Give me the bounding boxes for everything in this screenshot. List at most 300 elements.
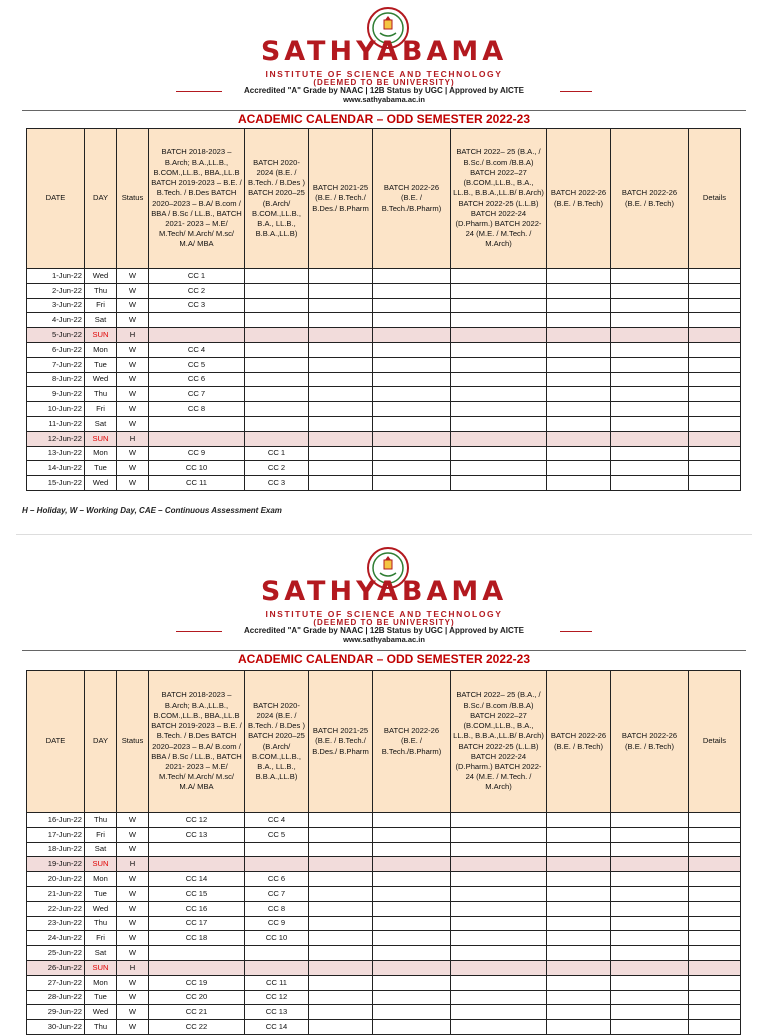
cell-date: 12-Jun-22 [27,431,85,446]
cell-empty [547,946,611,961]
cell-batch-2020-2024 [245,298,309,313]
cell-empty [451,931,547,946]
table-row [27,857,741,872]
cell-batch-2020-2024: CC 9 [245,916,309,931]
cell-day: Fri [85,827,117,842]
header-batch-2022-26-a: BATCH 2022-26 (B.E. / B.Tech) [547,129,611,269]
cell-batch-2018-2023: CC 12 [149,813,245,828]
cell-status: H [117,960,149,975]
cell-empty [309,901,373,916]
cell-empty [547,298,611,313]
cell-empty [547,1020,611,1035]
cell-batch-2018-2023: CC 14 [149,872,245,887]
table-row [27,946,741,961]
cell-empty [309,813,373,828]
institution-line1: INSTITUTE OF SCIENCE AND TECHNOLOGY [265,609,503,619]
cell-status: W [117,446,149,461]
cell-day: Mon [85,342,117,357]
cell-date: 25-Jun-22 [27,946,85,961]
institution-line2: (DEEMED TO BE UNIVERSITY) [313,78,455,87]
header-batch-2022-26-pharm: BATCH 2022-26 (B.E. / B.Tech./B.Pharm) [373,671,451,813]
cell-empty [309,283,373,298]
cell-empty [547,886,611,901]
cell-empty [611,313,689,328]
cell-empty [373,476,451,491]
table-row [27,813,741,828]
header-day: DAY [85,129,117,269]
cell-empty [547,916,611,931]
cell-empty [309,342,373,357]
page-separator [16,534,752,535]
cell-empty [547,901,611,916]
cell-batch-2018-2023 [149,946,245,961]
table-row [27,328,741,343]
table-row [27,990,741,1005]
cell-batch-2018-2023: CC 9 [149,446,245,461]
cell-date: 22-Jun-22 [27,901,85,916]
cell-empty [451,842,547,857]
cell-day: Sat [85,842,117,857]
cell-day: Wed [85,372,117,387]
cell-date: 5-Jun-22 [27,328,85,343]
cell-empty [547,476,611,491]
cell-date: 15-Jun-22 [27,476,85,491]
cell-batch-2020-2024 [245,269,309,284]
cell-empty [373,446,451,461]
cell-empty [689,901,741,916]
cell-empty [373,342,451,357]
header-date: DATE [27,129,85,269]
cell-batch-2018-2023 [149,857,245,872]
cell-batch-2020-2024: CC 4 [245,813,309,828]
cell-empty [309,886,373,901]
cell-status: W [117,1005,149,1020]
cell-status: W [117,476,149,491]
website-link[interactable]: www.sathyabama.ac.in [343,95,425,104]
table-row [27,372,741,387]
cell-date: 10-Jun-22 [27,402,85,417]
cell-empty [309,960,373,975]
cell-empty [611,357,689,372]
cell-date: 11-Jun-22 [27,416,85,431]
cell-empty [689,1005,741,1020]
cell-empty [611,813,689,828]
cell-day: Wed [85,901,117,916]
cell-empty [547,269,611,284]
cell-batch-2020-2024 [245,357,309,372]
cell-batch-2020-2024: CC 14 [245,1020,309,1035]
cell-date: 1-Jun-22 [27,269,85,284]
cell-batch-2020-2024 [245,328,309,343]
cell-status: W [117,416,149,431]
cell-batch-2018-2023: CC 13 [149,827,245,842]
cell-empty [309,827,373,842]
cell-batch-2020-2024 [245,842,309,857]
header-batch-2022-26-pharm: BATCH 2022-26 (B.E. / B.Tech./B.Pharm) [373,129,451,269]
cell-empty [373,990,451,1005]
cell-empty [611,901,689,916]
cell-batch-2018-2023: CC 19 [149,975,245,990]
cell-empty [309,946,373,961]
cell-batch-2020-2024 [245,342,309,357]
cell-empty [689,476,741,491]
cell-empty [451,990,547,1005]
cell-empty [451,916,547,931]
header-status: Status [117,129,149,269]
cell-empty [547,431,611,446]
cell-batch-2018-2023: CC 1 [149,269,245,284]
cell-batch-2018-2023 [149,960,245,975]
cell-empty [373,827,451,842]
cell-date: 13-Jun-22 [27,446,85,461]
cell-empty [309,416,373,431]
institution-line2: (DEEMED TO BE UNIVERSITY) [313,618,455,627]
cell-batch-2018-2023: CC 20 [149,990,245,1005]
cell-empty [689,827,741,842]
table-row [27,357,741,372]
header-batch-2018-2023: BATCH 2018-2023 – B.Arch; B.A.,LL.B., B.COM.,LL.B., BBA.,LL.B BATCH 2019-2023 – B.E. / B.Tech. / B.Des BATCH 2020–2023 – B.A/ B.com / BBA / B.Sc / LL.B., BATCH 2021- 2023 – M.E/ M.Tech/ M.Arch/ M.sc/ M.A/ MBA [149,129,245,269]
cell-batch-2020-2024: CC 5 [245,827,309,842]
cell-batch-2018-2023 [149,313,245,328]
cell-empty [689,298,741,313]
cell-date: 8-Jun-22 [27,372,85,387]
accreditation-line: Accredited "A" Grade by NAAC | 12B Status by UGC | Approved by AICTE [244,626,524,635]
cell-day: SUN [85,960,117,975]
cell-date: 2-Jun-22 [27,283,85,298]
cell-empty [309,269,373,284]
header-batch-2022-26-b: BATCH 2022-26 (B.E. / B.Tech) [611,671,689,813]
cell-empty [451,431,547,446]
cell-day: Thu [85,387,117,402]
cell-empty [373,431,451,446]
cell-empty [547,416,611,431]
cell-day: Sat [85,946,117,961]
cell-empty [451,357,547,372]
cell-batch-2018-2023: CC 5 [149,357,245,372]
cell-day: Sat [85,313,117,328]
cell-empty [451,901,547,916]
cell-day: Tue [85,886,117,901]
table-row [27,416,741,431]
cell-empty [309,313,373,328]
cell-status: W [117,461,149,476]
cell-empty [689,269,741,284]
cell-empty [611,827,689,842]
cell-empty [451,446,547,461]
calendar-table [26,128,741,491]
table-row [27,931,741,946]
cell-status: H [117,431,149,446]
cell-empty [451,886,547,901]
cell-empty [373,960,451,975]
cell-date: 4-Jun-22 [27,313,85,328]
cell-empty [611,916,689,931]
cell-empty [373,357,451,372]
cell-empty [547,328,611,343]
table-row [27,402,741,417]
cell-empty [451,372,547,387]
table-row [27,886,741,901]
cell-date: 6-Jun-22 [27,342,85,357]
cell-day: Mon [85,975,117,990]
cell-day: SUN [85,328,117,343]
calendar-page-2 [0,540,768,1032]
cell-batch-2018-2023: CC 4 [149,342,245,357]
cell-empty [547,402,611,417]
cell-empty [547,372,611,387]
cell-day: Mon [85,872,117,887]
cell-status: W [117,1020,149,1035]
cell-date: 16-Jun-22 [27,813,85,828]
header-batch-2022-25: BATCH 2022– 25 (B.A., / B.Sc./ B.com /B.B.A) BATCH 2022–27 (B.COM.,LL.B., B.A., LL.B., B.B.A.,LL.B/ B.Arch) BATCH 2022-25 (L.L.B) BATCH 2022-24 (D.Pharm.) BATCH 2022-24 (M.E. / M.Tech. / M.Arch) [451,129,547,269]
cell-batch-2020-2024: CC 7 [245,886,309,901]
table-row [27,916,741,931]
header-divider [22,650,746,651]
table-row [27,431,741,446]
cell-batch-2020-2024: CC 10 [245,931,309,946]
cell-date: 24-Jun-22 [27,931,85,946]
cell-empty [373,931,451,946]
table-row [27,1005,741,1020]
cell-empty [547,931,611,946]
cell-empty [689,946,741,961]
calendar-table [26,670,741,1035]
letterhead [0,540,768,652]
cell-empty [451,269,547,284]
cell-empty [451,1005,547,1020]
cell-empty [611,269,689,284]
calendar-title: ACADEMIC CALENDAR – ODD SEMESTER 2022-23 [237,652,531,666]
cell-empty [611,842,689,857]
cell-batch-2018-2023: CC 16 [149,901,245,916]
cell-empty [451,872,547,887]
cell-day: Tue [85,461,117,476]
cell-empty [309,357,373,372]
cell-status: W [117,975,149,990]
cell-batch-2020-2024 [245,283,309,298]
cell-date: 9-Jun-22 [27,387,85,402]
cell-date: 21-Jun-22 [27,886,85,901]
table-row [27,960,741,975]
cell-empty [309,1005,373,1020]
cell-batch-2018-2023: CC 8 [149,402,245,417]
legend: H – Holiday, W – Working Day, CAE – Continuous Assessment Exam [22,506,282,515]
cell-empty [611,387,689,402]
cell-empty [611,342,689,357]
cell-status: W [117,372,149,387]
cell-day: Fri [85,298,117,313]
cell-empty [309,431,373,446]
cell-empty [689,328,741,343]
cell-empty [689,313,741,328]
table-row [27,283,741,298]
cell-day: Thu [85,283,117,298]
cell-empty [451,946,547,961]
cell-empty [373,975,451,990]
cell-date: 26-Jun-22 [27,960,85,975]
cell-empty [689,975,741,990]
cell-date: 17-Jun-22 [27,827,85,842]
cell-batch-2020-2024: CC 11 [245,975,309,990]
cell-day: Thu [85,813,117,828]
table-row [27,1020,741,1035]
header-status: Status [117,671,149,813]
cell-empty [547,387,611,402]
cell-status: W [117,357,149,372]
cell-batch-2020-2024 [245,946,309,961]
cell-batch-2020-2024 [245,857,309,872]
header-details: Details [689,129,741,269]
cell-day: SUN [85,431,117,446]
cell-empty [689,387,741,402]
cell-empty [689,446,741,461]
cell-batch-2018-2023: CC 18 [149,931,245,946]
cell-day: Thu [85,916,117,931]
cell-empty [611,372,689,387]
cell-status: W [117,872,149,887]
cell-date: 27-Jun-22 [27,975,85,990]
cell-status: W [117,813,149,828]
cell-empty [611,328,689,343]
table-row [27,269,741,284]
header-batch-2021-25: BATCH 2021-25 (B.E. / B.Tech./ B.Des./ B.Pharm [309,129,373,269]
header-batch-2022-26-b: BATCH 2022-26 (B.E. / B.Tech) [611,129,689,269]
website-link[interactable]: www.sathyabama.ac.in [343,635,425,644]
institution-name: SATHYABAMA [260,36,508,67]
cell-empty [451,975,547,990]
cell-empty [373,1005,451,1020]
cell-status: W [117,283,149,298]
cell-empty [611,402,689,417]
cell-batch-2020-2024: CC 13 [245,1005,309,1020]
cell-empty [611,857,689,872]
cell-empty [547,283,611,298]
cell-status: W [117,886,149,901]
cell-batch-2018-2023 [149,431,245,446]
cell-empty [611,431,689,446]
table-row [27,842,741,857]
cell-status: W [117,342,149,357]
cell-empty [689,431,741,446]
cell-empty [611,416,689,431]
header-batch-2022-26-a: BATCH 2022-26 (B.E. / B.Tech) [547,671,611,813]
cell-empty [373,387,451,402]
cell-date: 7-Jun-22 [27,357,85,372]
cell-batch-2018-2023: CC 17 [149,916,245,931]
cell-empty [309,872,373,887]
cell-empty [451,461,547,476]
cell-day: Thu [85,1020,117,1035]
cell-empty [451,298,547,313]
cell-day: Tue [85,990,117,1005]
cell-empty [451,1020,547,1035]
cell-batch-2018-2023: CC 7 [149,387,245,402]
cell-empty [373,298,451,313]
cell-empty [373,283,451,298]
cell-empty [451,328,547,343]
cell-empty [309,931,373,946]
cell-empty [547,813,611,828]
cell-empty [451,342,547,357]
table-row [27,298,741,313]
cell-empty [611,1005,689,1020]
cell-date: 18-Jun-22 [27,842,85,857]
cell-empty [373,872,451,887]
cell-status: H [117,857,149,872]
cell-empty [547,827,611,842]
header-batch-2021-25: BATCH 2021-25 (B.E. / B.Tech./ B.Des./ B.Pharm [309,671,373,813]
cell-empty [309,372,373,387]
cell-date: 30-Jun-22 [27,1020,85,1035]
cell-status: H [117,328,149,343]
cell-empty [689,990,741,1005]
cell-empty [547,342,611,357]
cell-empty [373,372,451,387]
cell-empty [689,872,741,887]
cell-empty [689,916,741,931]
table-row [27,342,741,357]
cell-empty [309,990,373,1005]
table-row [27,827,741,842]
cell-empty [689,461,741,476]
cell-batch-2020-2024: CC 1 [245,446,309,461]
cell-empty [611,476,689,491]
cell-batch-2020-2024: CC 12 [245,990,309,1005]
cell-date: 23-Jun-22 [27,916,85,931]
cell-status: W [117,990,149,1005]
cell-status: W [117,931,149,946]
cell-status: W [117,269,149,284]
cell-empty [689,416,741,431]
cell-batch-2020-2024 [245,402,309,417]
cell-empty [451,387,547,402]
cell-batch-2020-2024 [245,960,309,975]
calendar-rows [27,269,741,491]
cell-empty [547,857,611,872]
cell-batch-2020-2024 [245,387,309,402]
calendar-page-1 [0,0,768,515]
cell-status: W [117,916,149,931]
header-batch-2020-2024: BATCH 2020-2024 (B.E. / B.Tech. / B.Des ) BATCH 2020–25 (B.Arch/ B.COM.,LL.B., B.A., LL.B., B.B.A.,LL.B) [245,129,309,269]
cell-status: W [117,298,149,313]
cell-status: W [117,313,149,328]
cell-empty [547,872,611,887]
table-row [27,901,741,916]
cell-empty [689,886,741,901]
cell-empty [451,960,547,975]
cell-empty [611,872,689,887]
cell-batch-2020-2024: CC 3 [245,476,309,491]
cell-status: W [117,946,149,961]
cell-status: W [117,842,149,857]
cell-batch-2018-2023: CC 21 [149,1005,245,1020]
letterhead [0,0,768,112]
cell-batch-2020-2024 [245,416,309,431]
cell-empty [611,975,689,990]
cell-date: 28-Jun-22 [27,990,85,1005]
cell-empty [373,269,451,284]
cell-batch-2018-2023 [149,328,245,343]
cell-empty [611,446,689,461]
cell-empty [689,960,741,975]
cell-batch-2018-2023 [149,416,245,431]
cell-empty [611,283,689,298]
cell-empty [309,857,373,872]
cell-empty [611,946,689,961]
cell-batch-2020-2024: CC 6 [245,872,309,887]
cell-day: Wed [85,1005,117,1020]
cell-empty [611,298,689,313]
